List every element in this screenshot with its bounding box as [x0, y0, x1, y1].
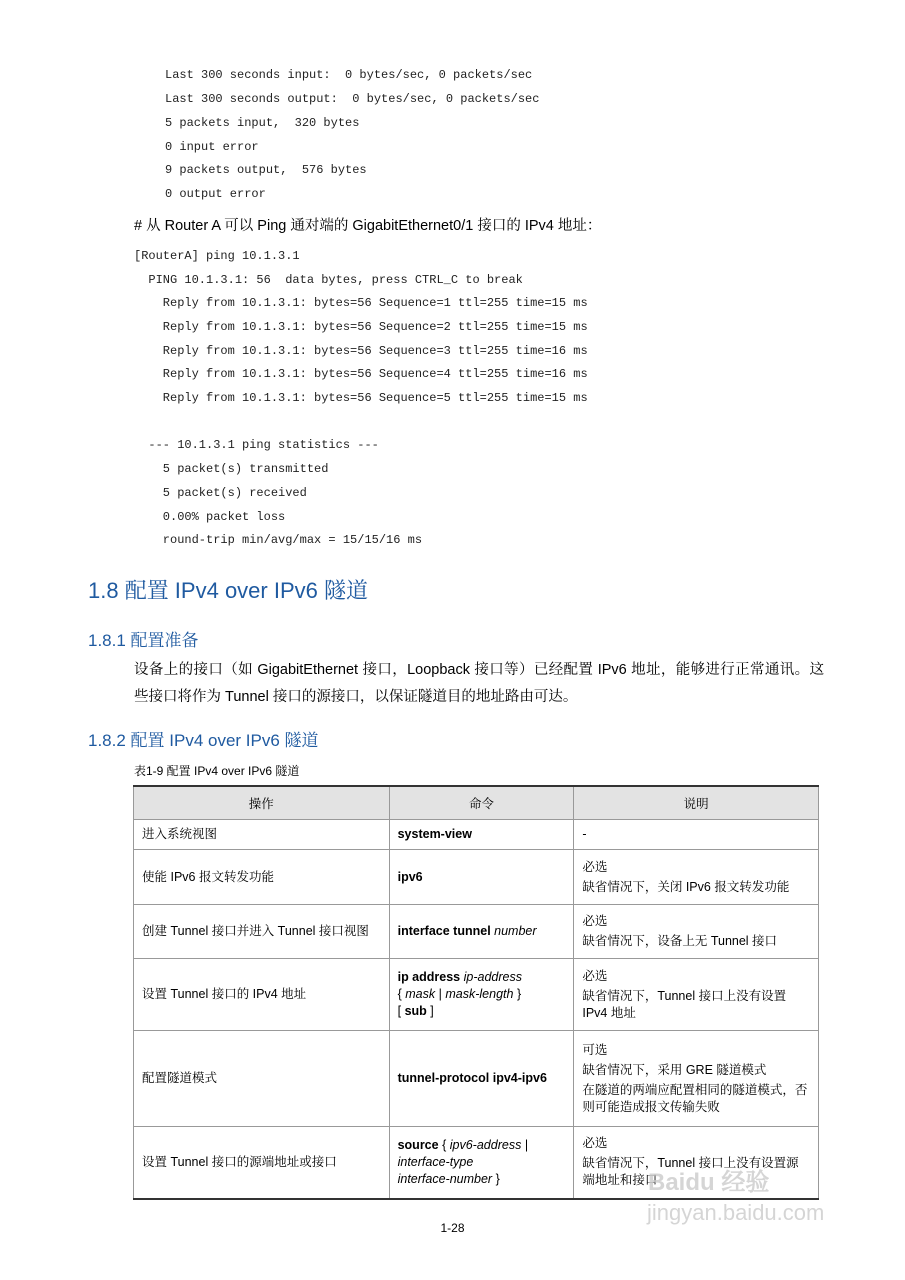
command-cell: tunnel-protocol ipv4-ipv6: [389, 1031, 574, 1127]
baidu-watermark-logo: Baidu 经验: [648, 1169, 770, 1196]
command-argument: ipv6-address: [449, 1137, 522, 1152]
command-syntax: {: [442, 1137, 447, 1152]
table-caption: 表1-9 配置 IPv4 over IPv6 隧道: [134, 764, 300, 778]
code-line: PING 10.1.3.1: 56 data bytes, press CTRL_C to break: [134, 273, 523, 287]
code-line: 5 packets input, 320 bytes: [165, 116, 360, 130]
command-argument: number: [494, 924, 537, 938]
table-row: [134, 905, 819, 959]
description-cell: -: [574, 820, 819, 850]
description-cell: [574, 905, 819, 959]
code-line: round-trip min/avg/max = 15/15/16 ms: [134, 533, 423, 547]
command-argument: ip-address: [463, 970, 522, 984]
code-line: 0 output error: [165, 187, 266, 201]
code-line: Reply from 10.1.3.1: bytes=56 Sequence=1 ttl=255 time=15 ms: [134, 296, 588, 310]
description-cell: [574, 959, 819, 1031]
command-cell: [389, 1127, 574, 1199]
table-row: [134, 820, 819, 850]
code-line: Last 300 seconds output: 0 bytes/sec, 0 packets/sec: [165, 92, 540, 106]
table-header-row: [134, 786, 819, 820]
header-operation: 操作: [134, 786, 390, 820]
description-line: 可选: [582, 1042, 608, 1057]
command-syntax: }: [495, 1171, 500, 1186]
command-syntax: |: [524, 1137, 529, 1152]
operation-cell: 创建 Tunnel 接口并进入 Tunnel 接口视图: [134, 905, 390, 959]
command-argument: mask-length: [445, 987, 514, 1001]
prep-paragraph: 设备上的接口（如 GigabitEthernet 接口，Loopback 接口等）已经配置 IPv6 地址，能够进行正常通讯。这些接口将作为 Tunnel 接口的源接口，以保证隧道目的地址路由可达。: [134, 662, 824, 705]
header-command: 命令: [389, 786, 574, 820]
description-line: 必选: [582, 859, 608, 874]
command-syntax: }: [516, 987, 522, 1001]
code-line: 9 packets output, 576 bytes: [165, 163, 367, 177]
table-row: [134, 850, 819, 905]
code-line: Last 300 seconds input: 0 bytes/sec, 0 packets/sec: [165, 68, 533, 82]
command-argument: mask: [405, 987, 436, 1001]
command-keyword: interface tunnel: [397, 924, 491, 938]
command-keyword: source: [397, 1137, 439, 1152]
table-row: [134, 1031, 819, 1127]
page-number: 1-28: [440, 1221, 465, 1235]
command-cell: [389, 905, 574, 959]
description-line: 缺省情况下，Tunnel 接口上没有设置 IPv4 地址: [582, 988, 787, 1020]
subsection-heading-config: 1.8.2 配置 IPv4 over IPv6 隧道: [88, 731, 319, 750]
code-line: [RouterA] ping 10.1.3.1: [134, 249, 300, 263]
section-heading: 1.8 配置 IPv4 over IPv6 隧道: [88, 578, 368, 603]
description-line: 在隧道的两端应配置相同的隧道模式，否则可能造成报文传输失败: [582, 1082, 808, 1114]
description-line: 缺省情况下，Tunnel 接口上没有设置源端地址和接口: [582, 1156, 799, 1188]
table-row: [134, 959, 819, 1031]
code-line: Reply from 10.1.3.1: bytes=56 Sequence=4 ttl=255 time=16 ms: [134, 367, 588, 381]
config-table: [133, 785, 819, 1200]
header-description: 说明: [574, 786, 819, 820]
description-line: 必选: [582, 968, 608, 983]
code-line: 0.00% packet loss: [134, 510, 286, 524]
code-line: 0 input error: [165, 140, 259, 154]
operation-cell: 进入系统视图: [134, 820, 390, 850]
operation-cell: 设置 Tunnel 接口的源端地址或接口: [134, 1127, 390, 1199]
description-line: 必选: [582, 914, 608, 928]
description-line: 缺省情况下，采用 GRE 隧道模式: [582, 1062, 767, 1077]
description-cell: [574, 850, 819, 905]
command-syntax: |: [438, 987, 442, 1001]
command-syntax: ]: [430, 1004, 434, 1018]
command-keyword: sub: [404, 1004, 427, 1018]
operation-cell: 设置 Tunnel 接口的 IPv4 地址: [134, 959, 390, 1031]
subsection-heading-prep: 1.8.1 配置准备: [88, 631, 199, 650]
operation-cell: 使能 IPv6 报文转发功能: [134, 850, 390, 905]
code-line: --- 10.1.3.1 ping statistics ---: [134, 438, 379, 452]
description-line: 必选: [582, 1136, 608, 1151]
baidu-watermark-url: jingyan.baidu.com: [647, 1200, 825, 1225]
command-cell: system-view: [389, 820, 574, 850]
command-syntax: {: [397, 987, 402, 1001]
operation-cell: 配置隧道模式: [134, 1031, 390, 1127]
command-syntax: [: [397, 1004, 402, 1018]
comment-line: # 从 Router A 可以 Ping 通对端的 GigabitEthernet0/1 接口的 IPv4 地址：: [134, 218, 602, 234]
code-line: Reply from 10.1.3.1: bytes=56 Sequence=5 ttl=255 time=15 ms: [134, 391, 588, 405]
command-cell: ipv6: [389, 850, 574, 905]
description-line: 缺省情况下，关闭 IPv6 报文转发功能: [582, 879, 790, 894]
code-line: 5 packet(s) received: [134, 486, 307, 500]
code-line: Reply from 10.1.3.1: bytes=56 Sequence=3 ttl=255 time=16 ms: [134, 344, 588, 358]
description-line: 缺省情况下，设备上无 Tunnel 接口: [582, 934, 778, 948]
command-keyword: ip address: [397, 970, 461, 984]
code-line: 5 packet(s) transmitted: [134, 462, 329, 476]
command-argument: interface-number: [397, 1171, 493, 1186]
command-argument: interface-type: [397, 1154, 474, 1169]
description-cell: [574, 1031, 819, 1127]
code-line: Reply from 10.1.3.1: bytes=56 Sequence=2 ttl=255 time=15 ms: [134, 320, 588, 334]
command-cell: [389, 959, 574, 1031]
